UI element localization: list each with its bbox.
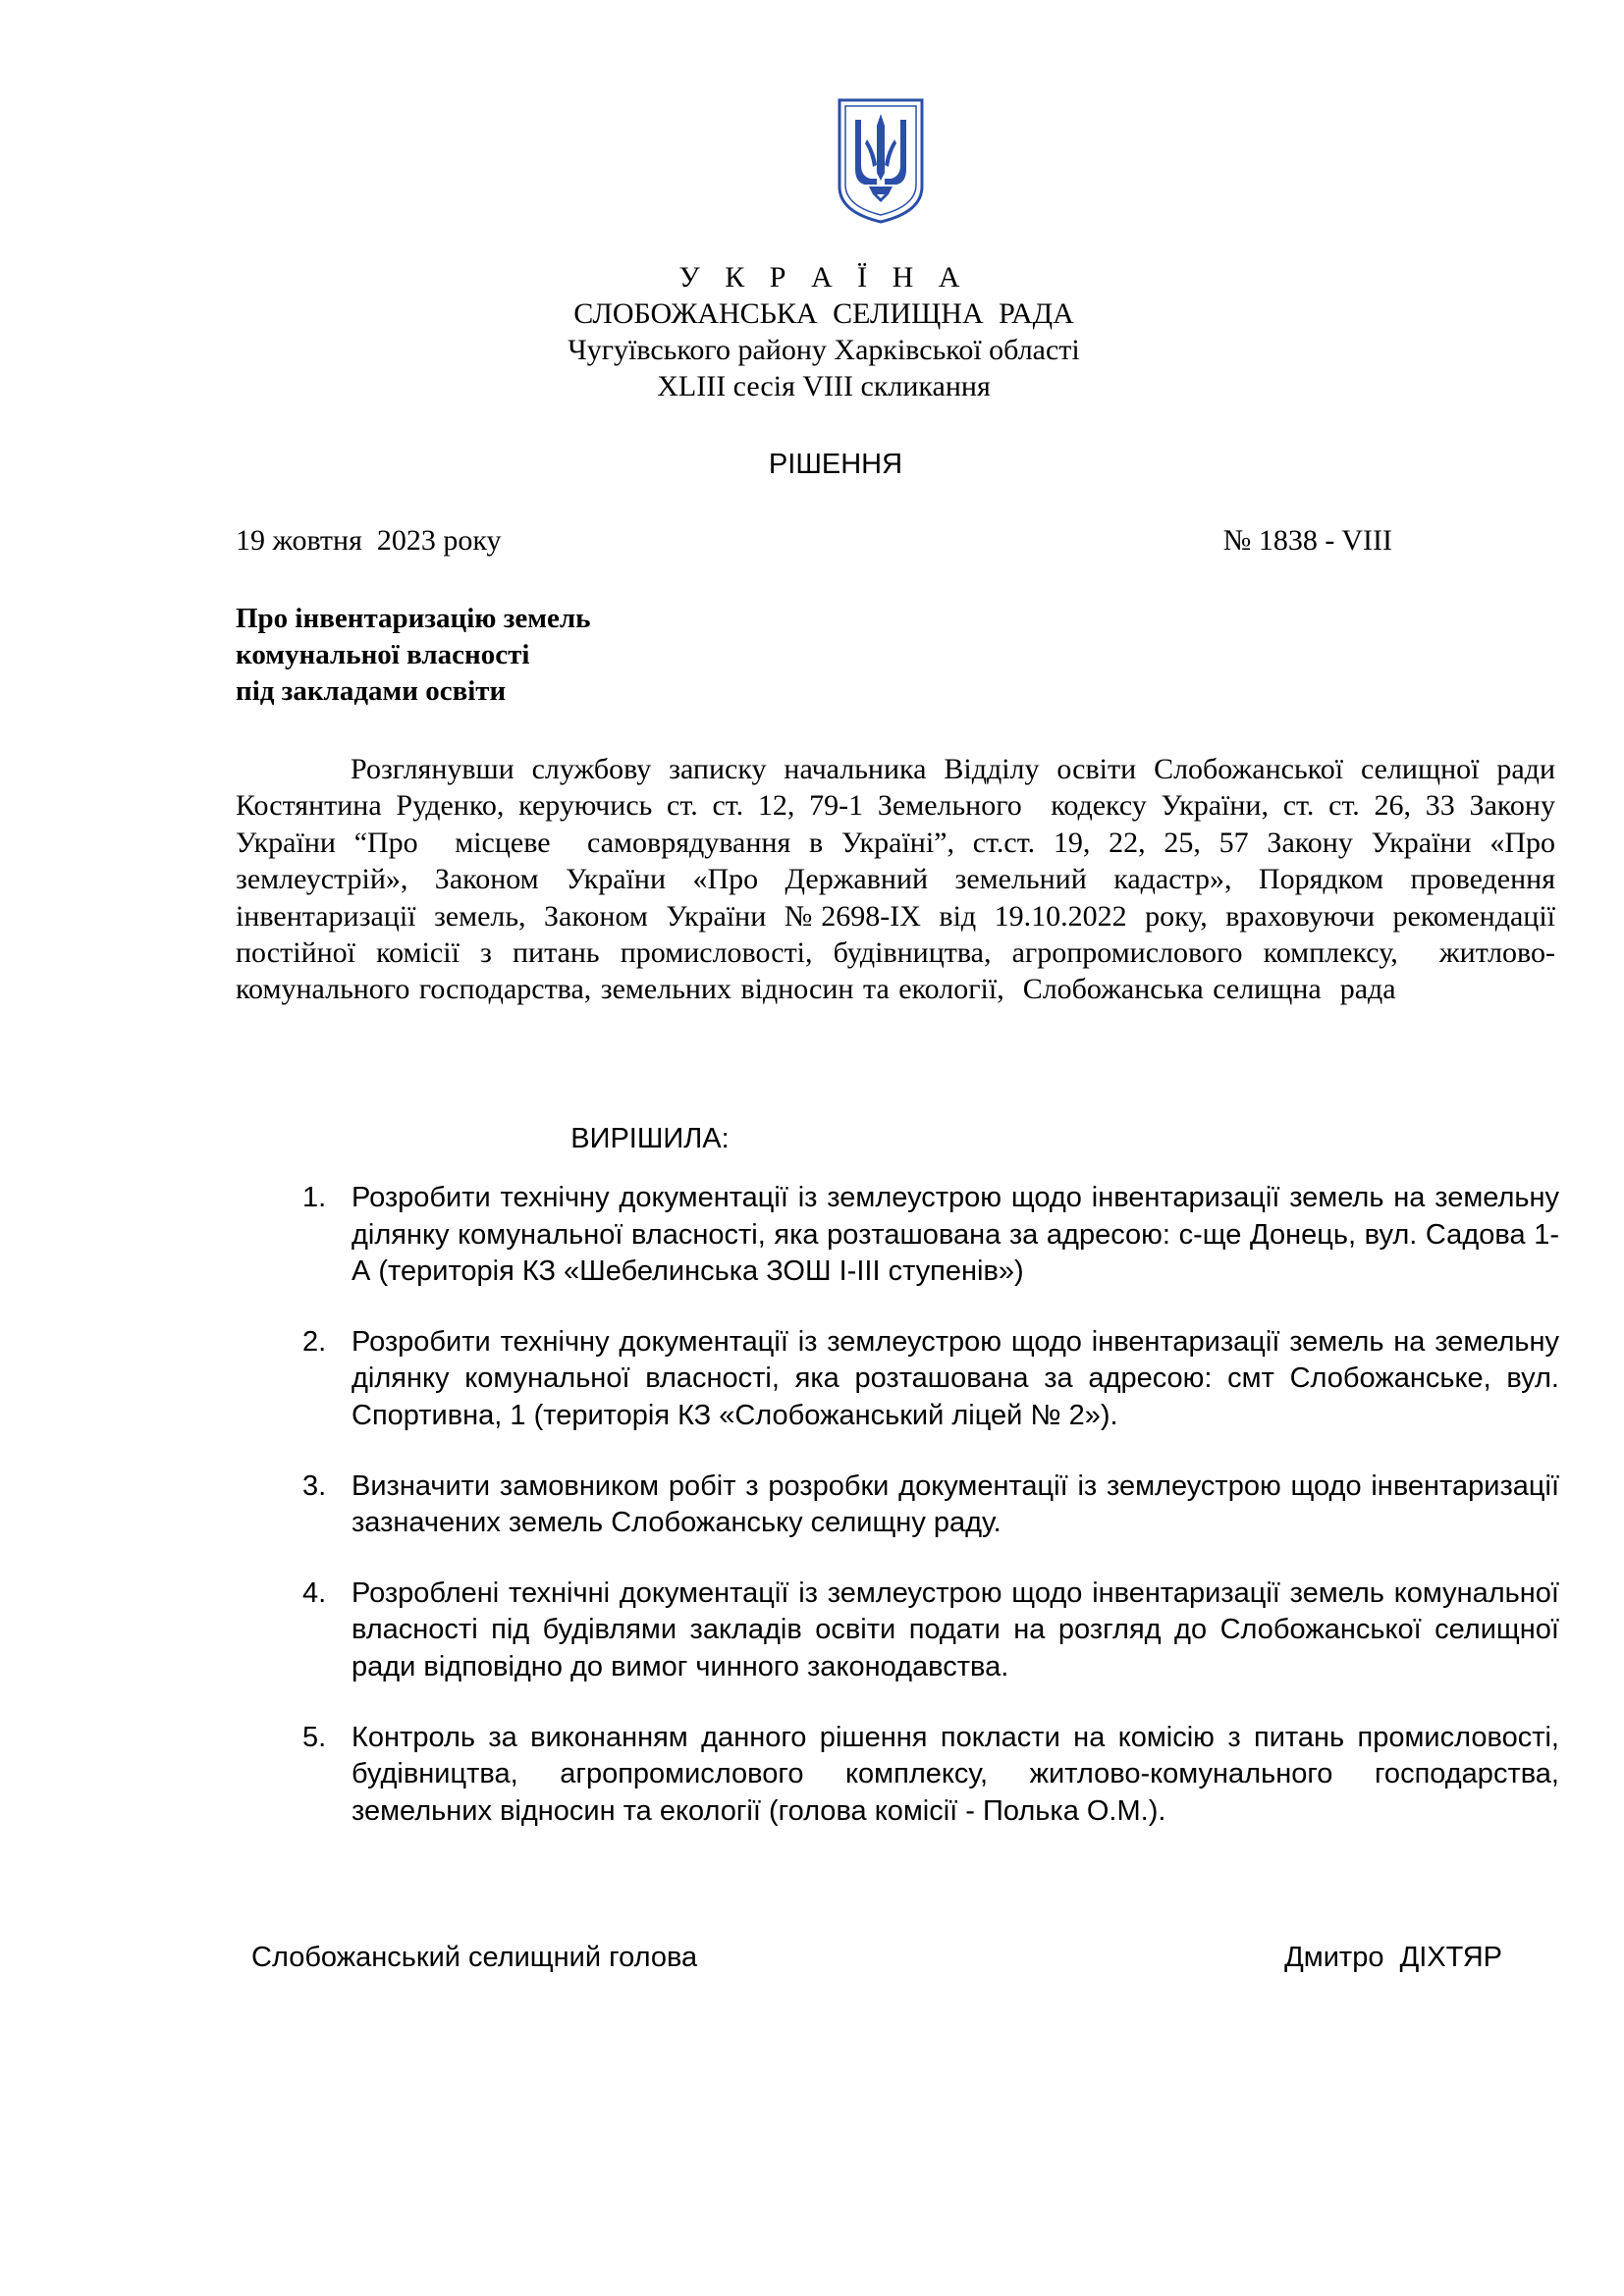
item-number: 5. <box>302 1721 327 1753</box>
item-text: Розробити технічну документації із землеустрою щодо інвентаризації земель на земельну ділянку комунальної власності, яка розташована за адресою: с-ще Донець, вул. Садова 1-А (територія КЗ «Шебелинська ЗОШ І-ІІІ ступенів») <box>352 1182 1559 1288</box>
list-item <box>293 1575 1559 1686</box>
signer-name: Дмитро ДІХТЯР <box>1284 1942 1502 1973</box>
list-item <box>293 1720 1559 1831</box>
decision-number: № 1838 - VIII <box>1222 524 1392 557</box>
header-country: У К Р А Ї Н А <box>678 261 969 294</box>
decision-list <box>293 1180 1559 1863</box>
decision-date: 19 жовтня 2023 року <box>236 524 502 557</box>
item-text: Контроль за виконанням данного рішення покласти на комісію з питань промисловості, будівництва, агропромислового комплексу, житлово-комунального господарства, земельних відносин та екології (голова комісії - Полька О.М.). <box>352 1721 1559 1827</box>
resolved-heading <box>0 1123 1624 1155</box>
header-council: СЛОБОЖАНСЬКА СЕЛИЩНА РАДА <box>573 297 1074 330</box>
item-text: Розроблені технічні документації із землеустрою щодо інвентаризації земель комунальної власності під будівлями закладів освіти подати на розгляд до Слобожанської селищної ради відповідно до вимог чинного законодавства. <box>352 1576 1559 1682</box>
document-type: РІШЕННЯ <box>768 449 903 480</box>
item-text: Розробити технічну документації із землеустрою щодо інвентаризації земель на земельну ділянку комунальної власності, яка розташована за адресою: смт Слобожанське, вул. Спортивна, 1 (територія КЗ «Слобожанський ліцей № 2»). <box>352 1325 1559 1431</box>
signer-title: Слобожанський селищний голова <box>251 1942 698 1973</box>
item-number: 3. <box>302 1469 327 1502</box>
subject-line: комунальної власності <box>236 639 530 670</box>
subject-line: під закладами освіти <box>236 675 507 707</box>
preamble-paragraph: Розглянувши службову записку начальника Відділу освіти Слобожанської селищної ради Костянтина Руденко, керуючись ст. ст. 12, 79-1 Земельного кодексу України, ст. ст. 26, 33 Закону України “Про місцеве самоврядування в Україні”, ст.ст. 19, 22, 25, 57 Закону України «Про землеустрій», Законом України «Про Державний земельний кадастр», Порядком проведення інвентаризації земель, Законом України №2698-IX від 19.10.2022 року, враховуючи рекомендації постійної комісії з питань промисловості, будівництва, агропромислового комплексу, житлово-комунального господарства, земельних відносин та екології, Слобожанська селищна рада <box>236 753 1574 1006</box>
tryzub-coat-of-arms-icon <box>836 96 926 226</box>
decision-subject <box>236 601 590 710</box>
item-number: 4. <box>302 1576 327 1609</box>
list-item <box>293 1180 1559 1291</box>
list-item <box>293 1468 1559 1542</box>
resolved-label: ВИРІШИЛА: <box>570 1123 730 1154</box>
header-session: XLIII сесія VIII скликання <box>657 370 991 402</box>
item-text: Визначити замовником робіт з розробки документації із землеустрою щодо інвентаризації зазначених земель Слобожанську селищну раду. <box>352 1469 1559 1539</box>
header-district: Чугуївського району Харківської області <box>568 334 1080 366</box>
item-number: 2. <box>302 1325 327 1358</box>
subject-line: Про інвентаризацію земель <box>236 603 591 634</box>
list-item <box>293 1324 1559 1435</box>
item-number: 1. <box>302 1182 327 1213</box>
